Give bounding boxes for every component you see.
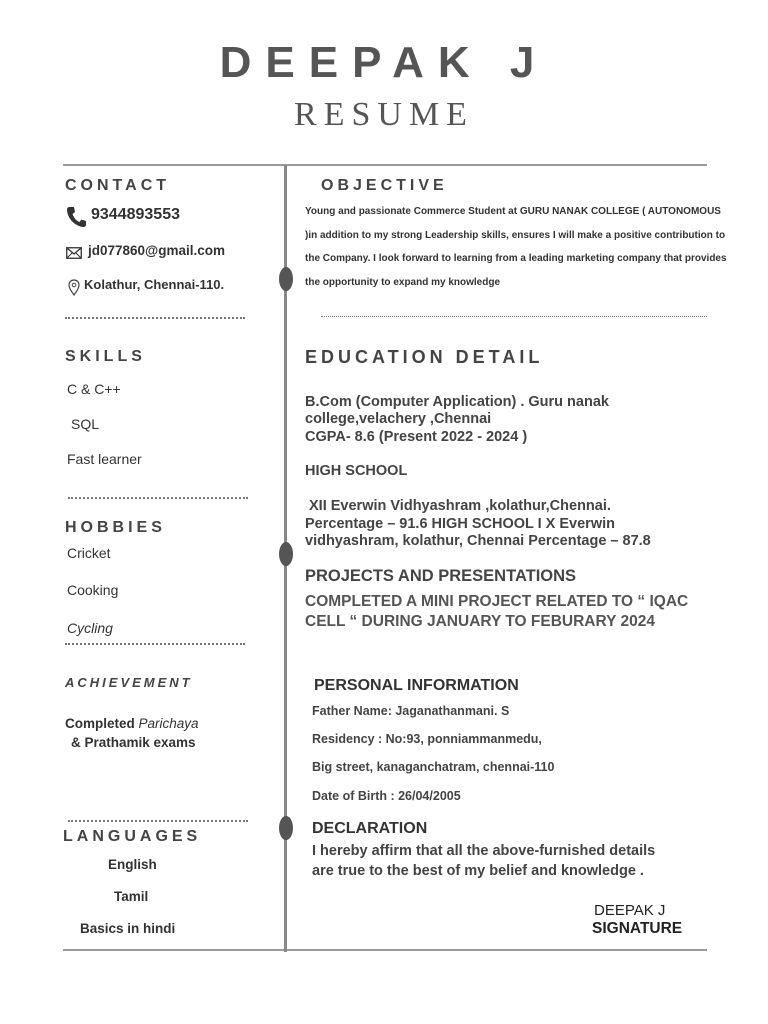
projects-line1: COMPLETED A MINI PROJECT RELATED TO “ IQAC: [305, 593, 689, 610]
hobbies-heading: HOBBIES: [65, 519, 166, 536]
phone-icon: [66, 206, 86, 228]
divider-ornament: [279, 542, 293, 566]
achievement-line1: [65, 716, 199, 731]
school-line2: Percentage – 91.6 HIGH SCHOOL I X Everwin: [305, 516, 615, 532]
resume-name: DEEPAK J: [219, 38, 549, 87]
section-separator: [65, 643, 245, 645]
objective-heading: OBJECTIVE: [321, 177, 448, 194]
personal-residency2: Big street, kanaganchatram, chennai-110: [312, 760, 555, 774]
personal-dob: Date of Birth : 26/04/2005: [312, 789, 461, 803]
hobby-item: Cricket: [67, 545, 111, 561]
achievement-heading: ACHIEVEMENT: [65, 675, 193, 690]
education-cgpa: CGPA- 8.6 (Present 2022 - 2024 ): [305, 429, 528, 445]
resume-subtitle: RESUME: [294, 96, 474, 133]
personal-residency1: Residency : No:93, ponniammanmedu,: [312, 732, 542, 746]
skills-heading: SKILLS: [65, 348, 146, 365]
bottom-divider: [63, 949, 707, 951]
personal-father: Father Name: Jaganathanmani. S: [312, 704, 510, 718]
language-item: English: [108, 857, 157, 872]
skill-item: Fast learner: [67, 451, 142, 467]
section-separator: [321, 316, 707, 317]
top-divider: [63, 164, 707, 166]
skill-item: SQL: [71, 416, 100, 432]
declaration-line1: I hereby affirm that all the above-furnished details: [312, 843, 656, 859]
education-heading: EDUCATION DETAIL: [305, 347, 544, 367]
contact-address: Kolathur, Chennai-110.: [84, 277, 225, 292]
section-separator: [68, 497, 248, 499]
contact-phone: 9344893553: [91, 206, 180, 223]
language-item: Tamil: [114, 889, 149, 904]
projects-line2: CELL “ DURING JANUARY TO FEBURARY 2024: [305, 613, 655, 630]
school-line3: vidhyashram, kolathur, Chennai Percentage – 87.8: [305, 533, 651, 549]
school-line1: XII Everwin Vidhyashram ,kolathur,Chennai.: [309, 498, 611, 514]
hobby-item: Cooking: [67, 582, 119, 598]
achievement-line2: & Prathamik exams: [71, 735, 196, 750]
divider-ornament: [279, 267, 293, 291]
signature-name: DEEPAK J: [594, 902, 666, 919]
contact-heading: CONTACT: [65, 177, 171, 194]
divider-ornament: [279, 816, 293, 840]
high-school-label: HIGH SCHOOL: [305, 463, 408, 479]
signature-label: SIGNATURE: [592, 920, 683, 937]
objective-text: Young and passionate Commerce Student at GURU NANAK COLLEGE ( AUTONOMOUS )in addition to my strong Leadership skills, ensures I will make a positive contribution to the Company. I look forward to learning from a leading marketing company that provides the opportunity to expand my knowledge: [305, 206, 727, 288]
education-degree-line1: B.Com (Computer Application) . Guru nanak: [305, 394, 609, 410]
language-item: Basics in hindi: [80, 921, 176, 936]
achievement-completed: Completed: [65, 716, 135, 731]
projects-heading: PROJECTS AND PRESENTATIONS: [305, 567, 577, 585]
personal-heading: PERSONAL INFORMATION: [314, 677, 519, 694]
languages-heading: LANGUAGES: [63, 828, 202, 845]
achievement-exam: Parichaya: [138, 716, 199, 731]
section-separator: [65, 317, 245, 319]
location-pin-icon: [68, 279, 80, 296]
education-degree-line2: college,velachery ,Chennai: [305, 411, 492, 427]
contact-email: jd077860@gmail.com: [88, 243, 225, 258]
section-separator: [68, 820, 248, 822]
mail-icon: [66, 247, 82, 259]
declaration-heading: DECLARATION: [312, 820, 428, 837]
declaration-line2: are true to the best of my belief and knowledge .: [312, 863, 644, 879]
skill-item: C & C++: [67, 381, 121, 397]
hobby-item: Cycling: [67, 620, 113, 636]
